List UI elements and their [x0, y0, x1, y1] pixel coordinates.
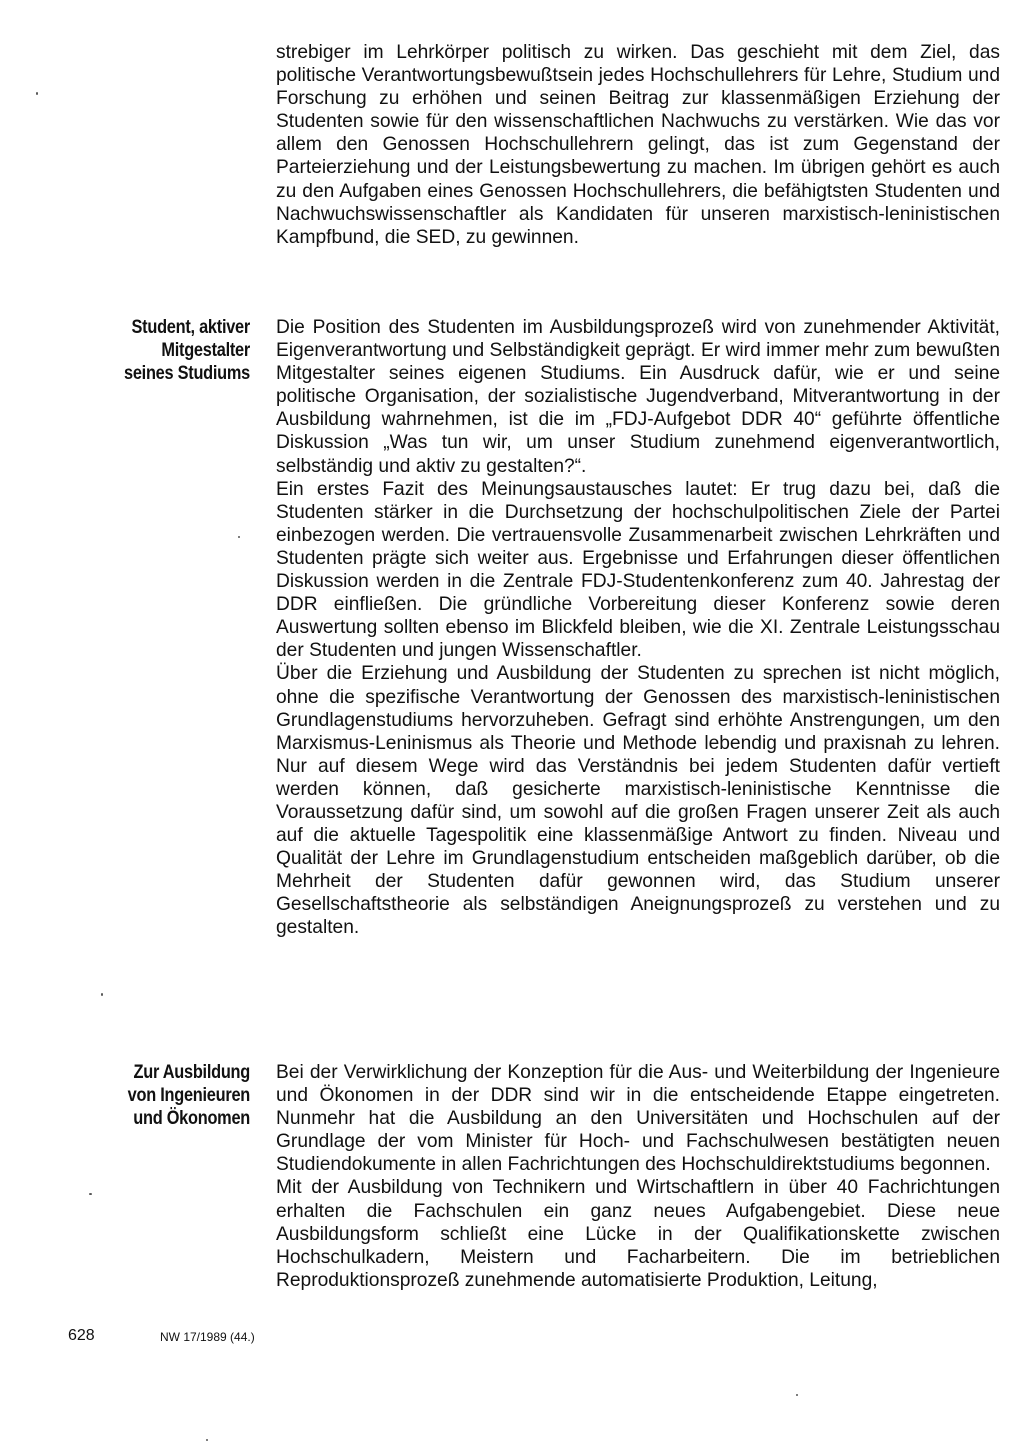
issue-reference: NW 17/1989 (44.) [160, 1330, 255, 1344]
section-body [276, 1061, 1000, 1292]
intro-paragraph: strebiger im Lehrkörper politisch zu wirken. Das geschieht mit dem Ziel, das politische Verantwortungsbewußtsein jedes Hochschullehrers für Lehre, Studium und Forschung zu erhöhen und seinen Beitrag zur klassenmäßigen Erziehung der Studenten sowie für den wissenschaftlichen Nachwuchs zu verstärken. Wie das vor allem den Genossen Hochschullehrern gelingt, das ist zum Gegenstand der Parteierziehung und der Leistungsbewertung zu machen. Im übrigen gehört es auch zu den Aufgaben eines Genossen Hochschullehrers, die befähigtsten Studenten und Nachwuchswissenschaftler als Kandidaten für unseren marxistisch-leninistischen Kampfbund, die SED, zu gewinnen. [276, 42, 1000, 248]
paragraph: Bei der Verwirklichung der Konzeption für die Aus- und Weiterbildung der Ingenieure und Ökonomen in der DDR sind wir in die entscheidende Etappe eingetreten. Nunmehr hat die Ausbildung an den Universitäten und Hochschulen auf der Grundlage der vom Minister für Hoch- und Fachschulwesen bestätigten neuen Studiendokumente in allen Fachrichtungen des Hochschuldirektstudiums begonnen. [276, 1062, 1000, 1176]
scan-speck [89, 1193, 92, 1195]
paragraph: Mit der Ausbildung von Technikern und Wirtschaftlern in über 40 Fachrichtungen erhalten die Fachschulen ein ganz neues Aufgabengebiet. Diese neue Ausbildungsform schließt eine Lücke in der Qualifikationskette zwischen Hochschulkadern, Meistern und Facharbeitern. Die im betrieblichen Reproduktionsprozeß zunehmende automatisierte Produktion, Leitung, [276, 1177, 1000, 1291]
section-body [276, 316, 1000, 940]
section-heading [87, 316, 250, 385]
scan-speck [36, 92, 38, 95]
heading-line: Zur Ausbildung [133, 1062, 250, 1083]
scan-speck [796, 1394, 798, 1396]
heading-line: seines Studiums [124, 363, 250, 384]
scan-speck [101, 993, 103, 996]
paragraph: Die Position des Studenten im Ausbildungsprozeß wird von zunehmender Aktivität, Eigenverantwortung und Selbständigkeit geprägt. Er wird immer mehr zum bewußten Mitgestalter seines eigenen Studiums. Ein Ausdruck dafür, wie er und seine politische Organisation, der sozialistische Jugendverband, Mitverantwortung in der Ausbildung wahrnehmen, ist die im „FDJ-Aufgebot DDR 40“ geführte öffentliche Diskussion „Was tun wir, um unser Studium zunehmend eigenverantwortlich, selbständig und aktiv zu gestalten?“. [276, 317, 1000, 477]
heading-line: Mitgestalter [161, 340, 250, 361]
scan-speck [206, 1439, 208, 1441]
paragraph: Ein erstes Fazit des Meinungsaustausches lautet: Er trug dazu bei, daß die Studenten stärker in die Durchsetzung der hochschulpolitischen Ziele der Partei einbezogen werden. Die vertrauensvolle Zusammenarbeit zwischen Lehrkräften und Studenten prägte sich weiter aus. Ergebnisse und Erfahrungen dieser öffentlichen Diskussion werden in die Zentrale FDJ-Studentenkonferenz zum 40. Jahrestag der DDR einfließen. Die gründliche Vorbereitung dieser Konferenz sowie deren Auswertung sollten ebenso im Blickfeld bleiben, wie die XI. Zentrale Leistungsschau der Studenten und jungen Wissenschaftler. [276, 478, 1000, 662]
paragraph: Über die Erziehung und Ausbildung der Studenten zu sprechen ist nicht möglich, ohne die spezifische Verantwortung der Genossen des marxistisch-leninistischen Grundlagenstudiums hervorzuheben. Gefragt sind erhöhte Anstrengungen, um den Marxismus-Leninismus als Theorie und Methode lebendig und praxisnah zu lehren. Nur auf diesem Wege wird das Verständnis bei jedem Studenten dafür vertieft werden können, daß gesicherte marxistisch-leninistische Kenntnisse die Voraussetzung dafür sind, um sowohl auf die großen Fragen unserer Zeit als auch auf die aktuelle Tagespolitik eine klassenmäßige Antwort zu finden. Niveau und Qualität der Lehre im Grundlagenstudium entscheiden maßgeblich darüber, ob die Mehrheit der Studenten dafür gewonnen wird, das Studium unserer Gesellschaftstheorie als selbständigen Aneignungsprozeß zu verstehen und zu gestalten. [276, 663, 1000, 939]
scan-speck [238, 536, 240, 538]
heading-line: von Ingenieuren [127, 1085, 250, 1106]
heading-line: und Ökonomen [133, 1108, 250, 1129]
section-heading [87, 1061, 250, 1130]
page-number: 628 [68, 1327, 95, 1344]
heading-line: Student, aktiver [131, 317, 250, 338]
